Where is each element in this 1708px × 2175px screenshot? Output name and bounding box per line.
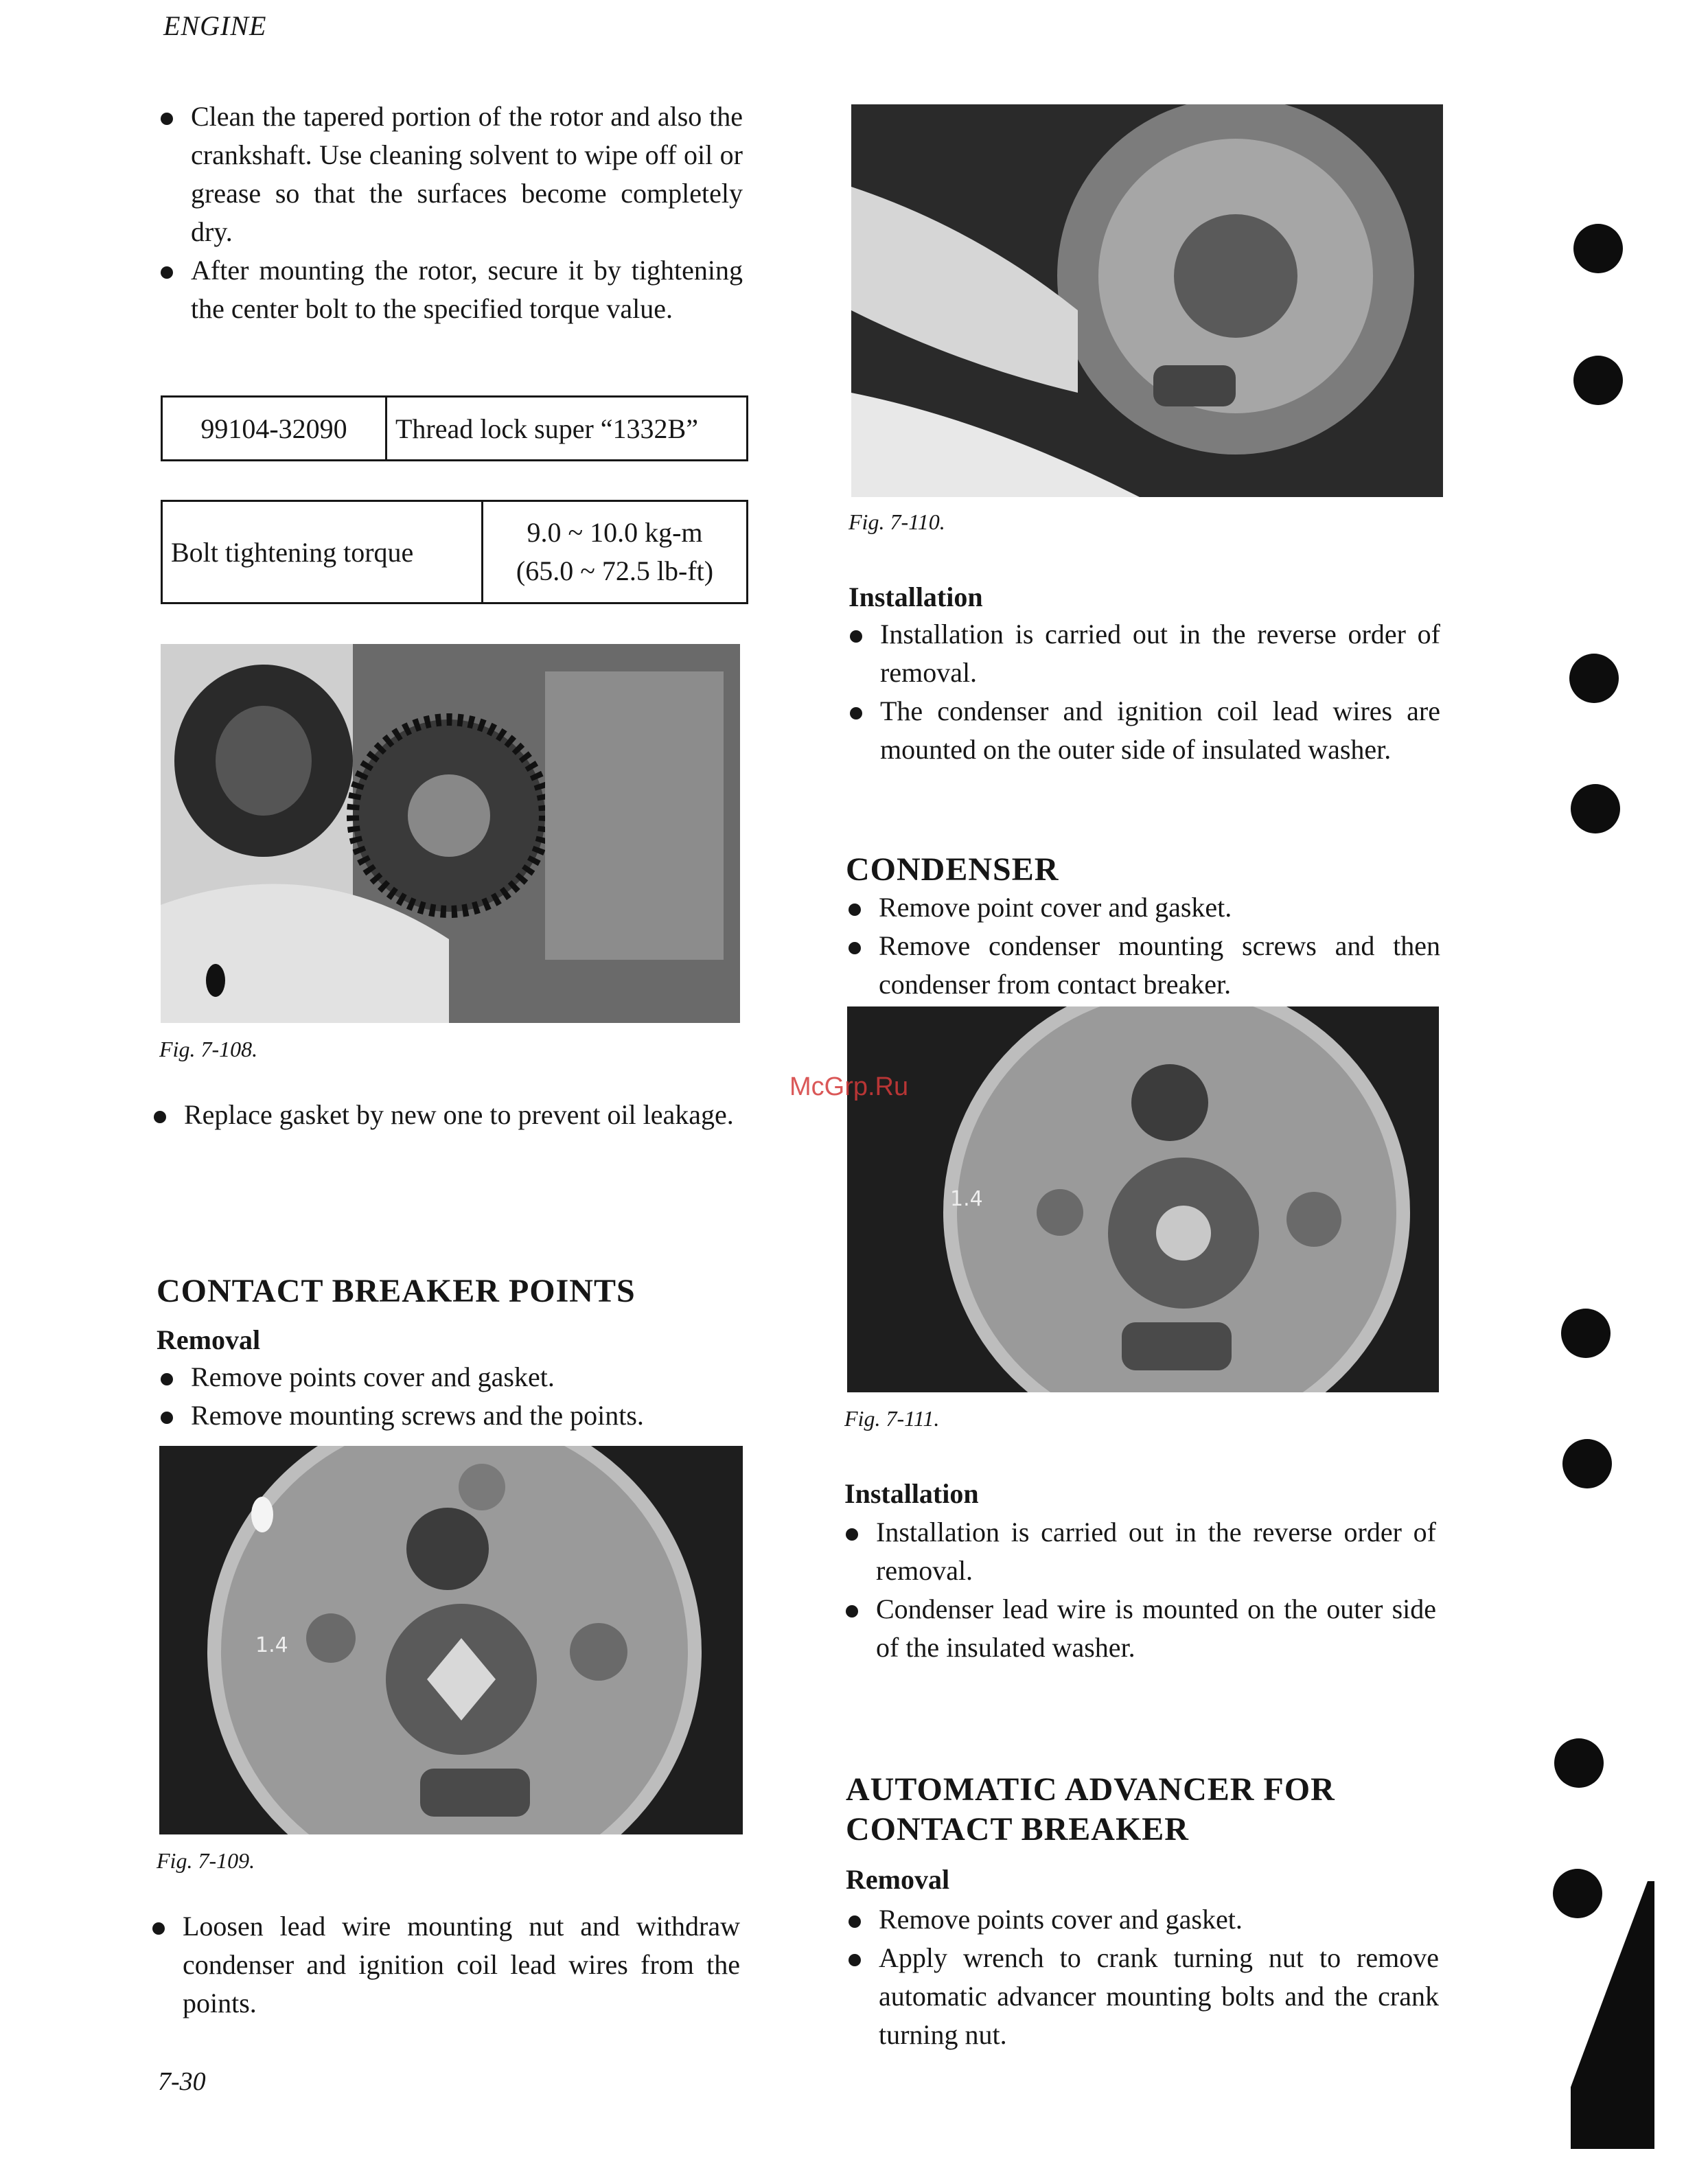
rotor-removal-image: [161, 644, 740, 1023]
fig-7-110-caption: Fig. 7-110.: [849, 509, 945, 534]
installation-title-1: Installation: [849, 582, 983, 612]
binder-hole-mark: [1573, 356, 1623, 405]
loosen-lead-wire-bullet: [151, 1907, 740, 2023]
fig-7-109-caption: Fig. 7-109.: [157, 1848, 255, 1873]
list-item: Condenser lead wire is mounted on the outer side of the insulated washer.: [844, 1590, 1436, 1667]
page-number: 7-30: [158, 2067, 206, 2096]
edge-tab-mark: [1565, 1881, 1654, 2149]
binder-hole-mark: [1562, 1439, 1612, 1488]
list-item: Loosen lead wire mounting nut and withdraw condenser and ignition coil lead wires from the points.: [151, 1907, 740, 2023]
photo-marking: 1.4: [255, 1633, 288, 1657]
list-item: Clean the tapered portion of the rotor and also the crankshaft. Use cleaning solvent to wipe off oil or grease so that the surfaces become completely dry.: [159, 97, 743, 251]
product-cell: Thread lock super “1332B”: [386, 397, 748, 461]
binder-hole-mark: [1571, 784, 1620, 833]
page-header: ENGINE: [163, 10, 267, 41]
gasket-bullet: [152, 1096, 740, 1134]
torque-table: [161, 500, 748, 604]
automatic-advancer-heading: [846, 1770, 1335, 1850]
binder-hole-mark: [1569, 654, 1619, 703]
watermark-text: McGrp.Ru: [789, 1072, 909, 1101]
fig-7-111-caption: Fig. 7-111.: [844, 1406, 940, 1431]
list-item: Remove point cover and gasket.: [847, 888, 1440, 927]
advancer-removal-title: Removal: [846, 1864, 950, 1895]
thread-lock-table: [161, 395, 748, 461]
photo-marking: 1.4: [950, 1187, 983, 1211]
list-item: Installation is carried out in the reverse order of removal.: [844, 1513, 1436, 1590]
binder-hole-mark: [1561, 1309, 1611, 1358]
fig-7-108-photo: [161, 644, 740, 1023]
points-removal-bullets: [159, 1358, 743, 1435]
condenser-image: [847, 1006, 1439, 1392]
points-removal-title: Removal: [157, 1324, 261, 1355]
fig-7-111-photo: [847, 1006, 1439, 1392]
installation-bullets-1: [849, 615, 1440, 769]
list-item: After mounting the rotor, secure it by tightening the center bolt to the specified torque value.: [159, 251, 743, 328]
list-item: Apply wrench to crank turning nut to remove automatic advancer mounting bolts and the crank turning nut.: [847, 1939, 1439, 2054]
list-item: The condenser and ignition coil lead wires are mounted on the outer side of insulated washer.: [849, 692, 1440, 769]
torque-value-imperial: (65.0 ~ 72.5 lb-ft): [516, 555, 714, 586]
installation-title-2: Installation: [844, 1478, 979, 1509]
rotor-bullets: [159, 97, 743, 328]
automatic-advancer-heading-line2: CONTACT BREAKER: [846, 1811, 1189, 1848]
torque-label-cell: Bolt tightening torque: [162, 501, 483, 603]
condenser-bullets: [847, 888, 1440, 1004]
list-item: Installation is carried out in the reverse order of removal.: [849, 615, 1440, 692]
binder-hole-mark: [1554, 1738, 1604, 1788]
point-cover-removal-image: [851, 104, 1443, 497]
fig-7-108-caption: Fig. 7-108.: [159, 1037, 258, 1061]
condenser-heading: CONDENSER: [846, 851, 1059, 888]
list-item: Remove points cover and gasket.: [159, 1358, 743, 1396]
part-number-cell: 99104-32090: [162, 397, 386, 461]
fig-7-109-photo: [159, 1446, 743, 1834]
list-item: Remove mounting screws and the points.: [159, 1396, 743, 1435]
automatic-advancer-heading-line1: AUTOMATIC ADVANCER FOR: [846, 1771, 1335, 1808]
binder-hole-mark: [1573, 224, 1623, 273]
list-item: Remove condenser mounting screws and then condenser from contact breaker.: [847, 927, 1440, 1004]
torque-value-metric: 9.0 ~ 10.0 kg-m: [527, 517, 703, 548]
contact-breaker-image: [159, 1446, 743, 1834]
torque-value-cell: [483, 501, 748, 603]
installation-bullets-2: [844, 1513, 1436, 1667]
contact-breaker-points-heading: CONTACT BREAKER POINTS: [157, 1273, 636, 1309]
list-item: Replace gasket by new one to prevent oil leakage.: [152, 1096, 740, 1134]
list-item: Remove points cover and gasket.: [847, 1900, 1439, 1939]
fig-7-110-photo: [851, 104, 1443, 497]
advancer-removal-bullets: [847, 1900, 1439, 2054]
